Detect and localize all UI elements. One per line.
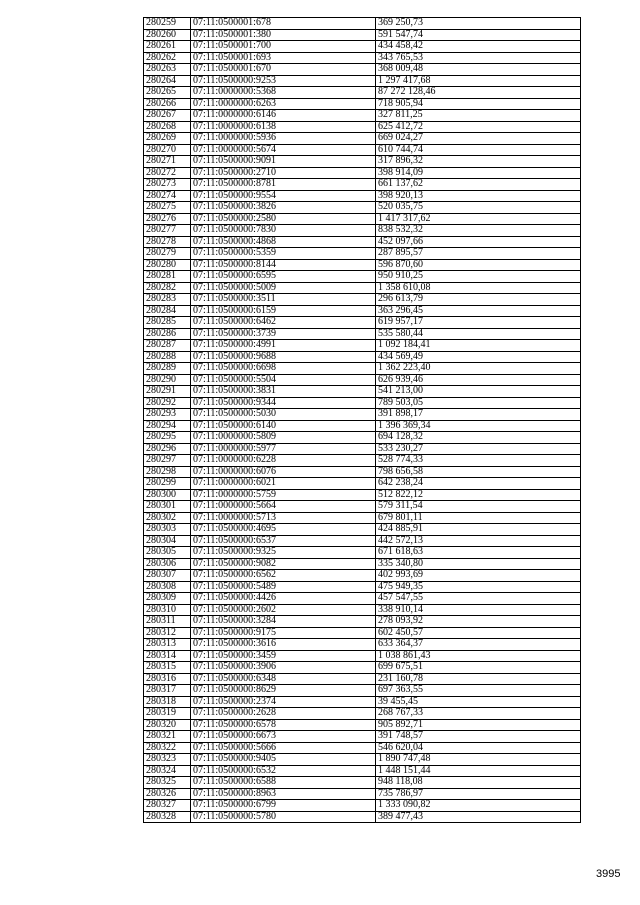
cadastral-number-cell: 07:11:0500000:5359 <box>191 248 376 260</box>
value-cell: 424 885,91 <box>376 524 581 536</box>
row-number-cell: 280307 <box>144 570 191 582</box>
value-cell: 327 811,25 <box>376 110 581 122</box>
value-cell: 39 455,45 <box>376 696 581 708</box>
table-row <box>144 110 581 122</box>
row-number-cell: 280301 <box>144 501 191 513</box>
value-cell: 391 748,57 <box>376 731 581 743</box>
table-row <box>144 340 581 352</box>
cadastral-number-cell: 07:11:0000000:6138 <box>191 121 376 133</box>
cadastral-number-cell: 07:11:0500000:6140 <box>191 420 376 432</box>
table-row <box>144 144 581 156</box>
table-row <box>144 777 581 789</box>
row-number-cell: 280293 <box>144 409 191 421</box>
row-number-cell: 280279 <box>144 248 191 260</box>
table-row <box>144 328 581 340</box>
table-row <box>144 363 581 375</box>
cadastral-number-cell: 07:11:0000000:6263 <box>191 98 376 110</box>
value-cell: 1 358 610,08 <box>376 282 581 294</box>
row-number-cell: 280328 <box>144 811 191 823</box>
row-number-cell: 280268 <box>144 121 191 133</box>
value-cell: 368 009,48 <box>376 64 581 76</box>
cadastral-number-cell: 07:11:0500000:5030 <box>191 409 376 421</box>
value-cell: 268 767,33 <box>376 708 581 720</box>
cadastral-number-cell: 07:11:0500000:4868 <box>191 236 376 248</box>
row-number-cell: 280297 <box>144 455 191 467</box>
table-row <box>144 386 581 398</box>
value-cell: 335 340,80 <box>376 558 581 570</box>
cadastral-number-cell: 07:11:0500000:9344 <box>191 397 376 409</box>
value-cell: 579 311,54 <box>376 501 581 513</box>
cadastral-number-cell: 07:11:0500000:9091 <box>191 156 376 168</box>
row-number-cell: 280294 <box>144 420 191 432</box>
cadastral-number-cell: 07:11:0500000:5780 <box>191 811 376 823</box>
cadastral-number-cell: 07:11:0500000:9688 <box>191 351 376 363</box>
table-row <box>144 765 581 777</box>
table-row <box>144 593 581 605</box>
cadastral-number-cell: 07:11:0500000:5504 <box>191 374 376 386</box>
cadastral-number-cell: 07:11:0500000:6799 <box>191 800 376 812</box>
value-cell: 317 896,32 <box>376 156 581 168</box>
cadastral-number-cell: 07:11:0000000:6228 <box>191 455 376 467</box>
table-row <box>144 662 581 674</box>
value-cell: 287 895,57 <box>376 248 581 260</box>
row-number-cell: 280266 <box>144 98 191 110</box>
cadastral-number-cell: 07:11:0500000:6578 <box>191 719 376 731</box>
table-row <box>144 133 581 145</box>
row-number-cell: 280306 <box>144 558 191 570</box>
row-number-cell: 280325 <box>144 777 191 789</box>
table-row <box>144 190 581 202</box>
row-number-cell: 280298 <box>144 466 191 478</box>
value-cell: 1 038 861,43 <box>376 650 581 662</box>
row-number-cell: 280326 <box>144 788 191 800</box>
cadastral-number-cell: 07:11:0500000:2710 <box>191 167 376 179</box>
table-row <box>144 432 581 444</box>
row-number-cell: 280316 <box>144 673 191 685</box>
table-row <box>144 742 581 754</box>
value-cell: 905 892,71 <box>376 719 581 731</box>
table-row <box>144 41 581 53</box>
table-row <box>144 478 581 490</box>
row-number-cell: 280323 <box>144 754 191 766</box>
cadastral-number-cell: 07:11:0000000:5759 <box>191 489 376 501</box>
table-row <box>144 512 581 524</box>
value-cell: 591 547,74 <box>376 29 581 41</box>
row-number-cell: 280260 <box>144 29 191 41</box>
table-row <box>144 696 581 708</box>
value-cell: 1 890 747,48 <box>376 754 581 766</box>
value-cell: 391 898,17 <box>376 409 581 421</box>
page-number: 3995 <box>596 868 621 880</box>
cadastral-number-cell: 07:11:0500000:3739 <box>191 328 376 340</box>
value-cell: 671 618,63 <box>376 547 581 559</box>
table-row <box>144 685 581 697</box>
value-cell: 512 822,12 <box>376 489 581 501</box>
value-cell: 602 450,57 <box>376 627 581 639</box>
row-number-cell: 280309 <box>144 593 191 605</box>
row-number-cell: 280291 <box>144 386 191 398</box>
cadastral-number-cell: 07:11:0500001:678 <box>191 18 376 30</box>
cadastral-number-cell: 07:11:0500000:4695 <box>191 524 376 536</box>
row-number-cell: 280322 <box>144 742 191 754</box>
cadastral-number-cell: 07:11:0500000:5489 <box>191 581 376 593</box>
table-row <box>144 202 581 214</box>
row-number-cell: 280311 <box>144 616 191 628</box>
cadastral-number-cell: 07:11:0500000:6698 <box>191 363 376 375</box>
table-row <box>144 811 581 823</box>
row-number-cell: 280282 <box>144 282 191 294</box>
cadastral-number-cell: 07:11:0500000:8144 <box>191 259 376 271</box>
table-row <box>144 248 581 260</box>
row-number-cell: 280264 <box>144 75 191 87</box>
cadastral-number-cell: 07:11:0500000:9325 <box>191 547 376 559</box>
cadastral-number-cell: 07:11:0500000:3511 <box>191 294 376 306</box>
table-row <box>144 708 581 720</box>
row-number-cell: 280304 <box>144 535 191 547</box>
row-number-cell: 280270 <box>144 144 191 156</box>
table-row <box>144 489 581 501</box>
row-number-cell: 280318 <box>144 696 191 708</box>
row-number-cell: 280303 <box>144 524 191 536</box>
row-number-cell: 280315 <box>144 662 191 674</box>
value-cell: 1 396 369,34 <box>376 420 581 432</box>
value-cell: 87 272 128,46 <box>376 87 581 99</box>
value-cell: 535 580,44 <box>376 328 581 340</box>
value-cell: 596 870,60 <box>376 259 581 271</box>
value-cell: 434 569,49 <box>376 351 581 363</box>
value-cell: 402 993,69 <box>376 570 581 582</box>
value-cell: 642 238,24 <box>376 478 581 490</box>
table-row <box>144 616 581 628</box>
table-row <box>144 98 581 110</box>
cadastral-number-cell: 07:11:0000000:5809 <box>191 432 376 444</box>
value-cell: 528 774,33 <box>376 455 581 467</box>
cadastral-number-cell: 07:11:0500000:6673 <box>191 731 376 743</box>
table-row <box>144 18 581 30</box>
table-row <box>144 213 581 225</box>
cadastral-number-cell: 07:11:0500000:6462 <box>191 317 376 329</box>
cadastral-number-cell: 07:11:0500001:380 <box>191 29 376 41</box>
row-number-cell: 280317 <box>144 685 191 697</box>
row-number-cell: 280295 <box>144 432 191 444</box>
value-cell: 633 364,37 <box>376 639 581 651</box>
value-cell: 541 213,00 <box>376 386 581 398</box>
value-cell: 1 448 151,44 <box>376 765 581 777</box>
table-row <box>144 282 581 294</box>
row-number-cell: 280289 <box>144 363 191 375</box>
row-number-cell: 280310 <box>144 604 191 616</box>
value-cell: 278 093,92 <box>376 616 581 628</box>
table-row <box>144 236 581 248</box>
value-cell: 694 128,32 <box>376 432 581 444</box>
value-cell: 1 362 223,40 <box>376 363 581 375</box>
table-row <box>144 604 581 616</box>
table-row <box>144 673 581 685</box>
value-cell: 389 477,43 <box>376 811 581 823</box>
row-number-cell: 280284 <box>144 305 191 317</box>
value-cell: 1 092 184,41 <box>376 340 581 352</box>
cadastral-number-cell: 07:11:0500001:693 <box>191 52 376 64</box>
cadastral-number-cell: 07:11:0500000:9253 <box>191 75 376 87</box>
row-number-cell: 280319 <box>144 708 191 720</box>
table-row <box>144 259 581 271</box>
cadastral-number-cell: 07:11:0500000:6537 <box>191 535 376 547</box>
table-row <box>144 788 581 800</box>
cadastral-number-cell: 07:11:0500000:9175 <box>191 627 376 639</box>
table-row <box>144 719 581 731</box>
row-number-cell: 280275 <box>144 202 191 214</box>
table-row <box>144 581 581 593</box>
cadastral-number-cell: 07:11:0500000:6588 <box>191 777 376 789</box>
row-number-cell: 280288 <box>144 351 191 363</box>
value-cell: 369 250,73 <box>376 18 581 30</box>
table-row <box>144 443 581 455</box>
value-cell: 697 363,55 <box>376 685 581 697</box>
row-number-cell: 280305 <box>144 547 191 559</box>
table-row <box>144 374 581 386</box>
row-number-cell: 280308 <box>144 581 191 593</box>
row-number-cell: 280280 <box>144 259 191 271</box>
row-number-cell: 280296 <box>144 443 191 455</box>
cadastral-number-cell: 07:11:0500000:9082 <box>191 558 376 570</box>
row-number-cell: 280271 <box>144 156 191 168</box>
value-cell: 610 744,74 <box>376 144 581 156</box>
row-number-cell: 280320 <box>144 719 191 731</box>
cadastral-number-cell: 07:11:0500000:2374 <box>191 696 376 708</box>
row-number-cell: 280269 <box>144 133 191 145</box>
cadastral-number-cell: 07:11:0500000:8781 <box>191 179 376 191</box>
table-row <box>144 547 581 559</box>
table-row <box>144 650 581 662</box>
cadastral-number-cell: 07:11:0500001:700 <box>191 41 376 53</box>
cadastral-number-cell: 07:11:0500000:3826 <box>191 202 376 214</box>
row-number-cell: 280314 <box>144 650 191 662</box>
table-row <box>144 305 581 317</box>
value-cell: 546 620,04 <box>376 742 581 754</box>
row-number-cell: 280286 <box>144 328 191 340</box>
cadastral-number-cell: 07:11:0500000:2602 <box>191 604 376 616</box>
cadastral-number-cell: 07:11:0500000:8963 <box>191 788 376 800</box>
cadastral-number-cell: 07:11:0000000:5368 <box>191 87 376 99</box>
cadastral-number-cell: 07:11:0500000:6595 <box>191 271 376 283</box>
table-row <box>144 75 581 87</box>
table-row <box>144 64 581 76</box>
cadastral-number-cell: 07:11:0500000:5009 <box>191 282 376 294</box>
value-cell: 619 957,17 <box>376 317 581 329</box>
table-row <box>144 271 581 283</box>
value-cell: 948 118,08 <box>376 777 581 789</box>
value-cell: 457 547,55 <box>376 593 581 605</box>
cadastral-number-cell: 07:11:0500000:5666 <box>191 742 376 754</box>
cadastral-number-cell: 07:11:0500000:4991 <box>191 340 376 352</box>
value-cell: 398 914,09 <box>376 167 581 179</box>
row-number-cell: 280267 <box>144 110 191 122</box>
value-cell: 1 417 317,62 <box>376 213 581 225</box>
table-row <box>144 29 581 41</box>
cadastral-number-cell: 07:11:0000000:5713 <box>191 512 376 524</box>
cadastral-number-cell: 07:11:0500001:670 <box>191 64 376 76</box>
table-row <box>144 466 581 478</box>
cadastral-number-cell: 07:11:0500000:3906 <box>191 662 376 674</box>
cadastral-number-cell: 07:11:0500000:3831 <box>191 386 376 398</box>
value-cell: 231 160,78 <box>376 673 581 685</box>
row-number-cell: 280283 <box>144 294 191 306</box>
row-number-cell: 280287 <box>144 340 191 352</box>
value-cell: 789 503,05 <box>376 397 581 409</box>
table-row <box>144 87 581 99</box>
row-number-cell: 280281 <box>144 271 191 283</box>
value-cell: 669 024,27 <box>376 133 581 145</box>
row-number-cell: 280300 <box>144 489 191 501</box>
table-row <box>144 294 581 306</box>
row-number-cell: 280263 <box>144 64 191 76</box>
value-cell: 798 656,58 <box>376 466 581 478</box>
cadastral-number-cell: 07:11:0500000:3459 <box>191 650 376 662</box>
table-row <box>144 535 581 547</box>
row-number-cell: 280261 <box>144 41 191 53</box>
row-number-cell: 280278 <box>144 236 191 248</box>
value-cell: 699 675,51 <box>376 662 581 674</box>
table-row <box>144 179 581 191</box>
table-row <box>144 52 581 64</box>
value-cell: 625 412,72 <box>376 121 581 133</box>
table-row <box>144 639 581 651</box>
data-table <box>143 17 581 823</box>
cadastral-number-cell: 07:11:0000000:5664 <box>191 501 376 513</box>
table-row <box>144 627 581 639</box>
cadastral-number-cell: 07:11:0500000:2580 <box>191 213 376 225</box>
cadastral-number-cell: 07:11:0500000:9405 <box>191 754 376 766</box>
table-row <box>144 397 581 409</box>
value-cell: 950 910,25 <box>376 271 581 283</box>
row-number-cell: 280277 <box>144 225 191 237</box>
row-number-cell: 280324 <box>144 765 191 777</box>
row-number-cell: 280259 <box>144 18 191 30</box>
value-cell: 398 920,13 <box>376 190 581 202</box>
value-cell: 661 137,62 <box>376 179 581 191</box>
table-row <box>144 455 581 467</box>
value-cell: 296 613,79 <box>376 294 581 306</box>
table-row <box>144 156 581 168</box>
value-cell: 442 572,13 <box>376 535 581 547</box>
value-cell: 520 035,75 <box>376 202 581 214</box>
value-cell: 1 297 417,68 <box>376 75 581 87</box>
table-row <box>144 121 581 133</box>
value-cell: 679 801,11 <box>376 512 581 524</box>
cadastral-number-cell: 07:11:0000000:6076 <box>191 466 376 478</box>
table-row <box>144 167 581 179</box>
value-cell: 434 458,42 <box>376 41 581 53</box>
value-cell: 533 230,27 <box>376 443 581 455</box>
table-row <box>144 501 581 513</box>
row-number-cell: 280274 <box>144 190 191 202</box>
value-cell: 475 949,35 <box>376 581 581 593</box>
table-row <box>144 754 581 766</box>
table-row <box>144 409 581 421</box>
value-cell: 838 532,32 <box>376 225 581 237</box>
table-row <box>144 524 581 536</box>
value-cell: 626 939,46 <box>376 374 581 386</box>
row-number-cell: 280262 <box>144 52 191 64</box>
cadastral-number-cell: 07:11:0500000:3284 <box>191 616 376 628</box>
row-number-cell: 280285 <box>144 317 191 329</box>
table-row <box>144 558 581 570</box>
value-cell: 735 786,97 <box>376 788 581 800</box>
row-number-cell: 280276 <box>144 213 191 225</box>
value-cell: 363 296,45 <box>376 305 581 317</box>
table-body <box>144 18 581 823</box>
value-cell: 338 910,14 <box>376 604 581 616</box>
cadastral-number-cell: 07:11:0500000:3616 <box>191 639 376 651</box>
row-number-cell: 280327 <box>144 800 191 812</box>
cadastral-number-cell: 07:11:0000000:5936 <box>191 133 376 145</box>
value-cell: 1 333 090,82 <box>376 800 581 812</box>
cadastral-number-cell: 07:11:0000000:5674 <box>191 144 376 156</box>
cadastral-number-cell: 07:11:0500000:8629 <box>191 685 376 697</box>
row-number-cell: 280321 <box>144 731 191 743</box>
cadastral-number-cell: 07:11:0000000:5977 <box>191 443 376 455</box>
value-cell: 343 765,53 <box>376 52 581 64</box>
row-number-cell: 280265 <box>144 87 191 99</box>
cadastral-number-cell: 07:11:0000000:6146 <box>191 110 376 122</box>
table-row <box>144 225 581 237</box>
cadastral-number-cell: 07:11:0500000:4426 <box>191 593 376 605</box>
row-number-cell: 280272 <box>144 167 191 179</box>
cadastral-number-cell: 07:11:0500000:6532 <box>191 765 376 777</box>
row-number-cell: 280292 <box>144 397 191 409</box>
table-row <box>144 800 581 812</box>
cadastral-number-cell: 07:11:0500000:2628 <box>191 708 376 720</box>
row-number-cell: 280273 <box>144 179 191 191</box>
row-number-cell: 280302 <box>144 512 191 524</box>
cadastral-number-cell: 07:11:0500000:7830 <box>191 225 376 237</box>
cadastral-number-cell: 07:11:0500000:9554 <box>191 190 376 202</box>
row-number-cell: 280313 <box>144 639 191 651</box>
cadastral-number-cell: 07:11:0500000:6562 <box>191 570 376 582</box>
table-row <box>144 351 581 363</box>
value-cell: 452 097,66 <box>376 236 581 248</box>
cadastral-number-cell: 07:11:0500000:6159 <box>191 305 376 317</box>
row-number-cell: 280312 <box>144 627 191 639</box>
table-row <box>144 731 581 743</box>
value-cell: 718 905,94 <box>376 98 581 110</box>
cadastral-number-cell: 07:11:0000000:6021 <box>191 478 376 490</box>
row-number-cell: 280299 <box>144 478 191 490</box>
row-number-cell: 280290 <box>144 374 191 386</box>
table-row <box>144 420 581 432</box>
cadastral-number-cell: 07:11:0500000:6348 <box>191 673 376 685</box>
table-row <box>144 570 581 582</box>
table-row <box>144 317 581 329</box>
